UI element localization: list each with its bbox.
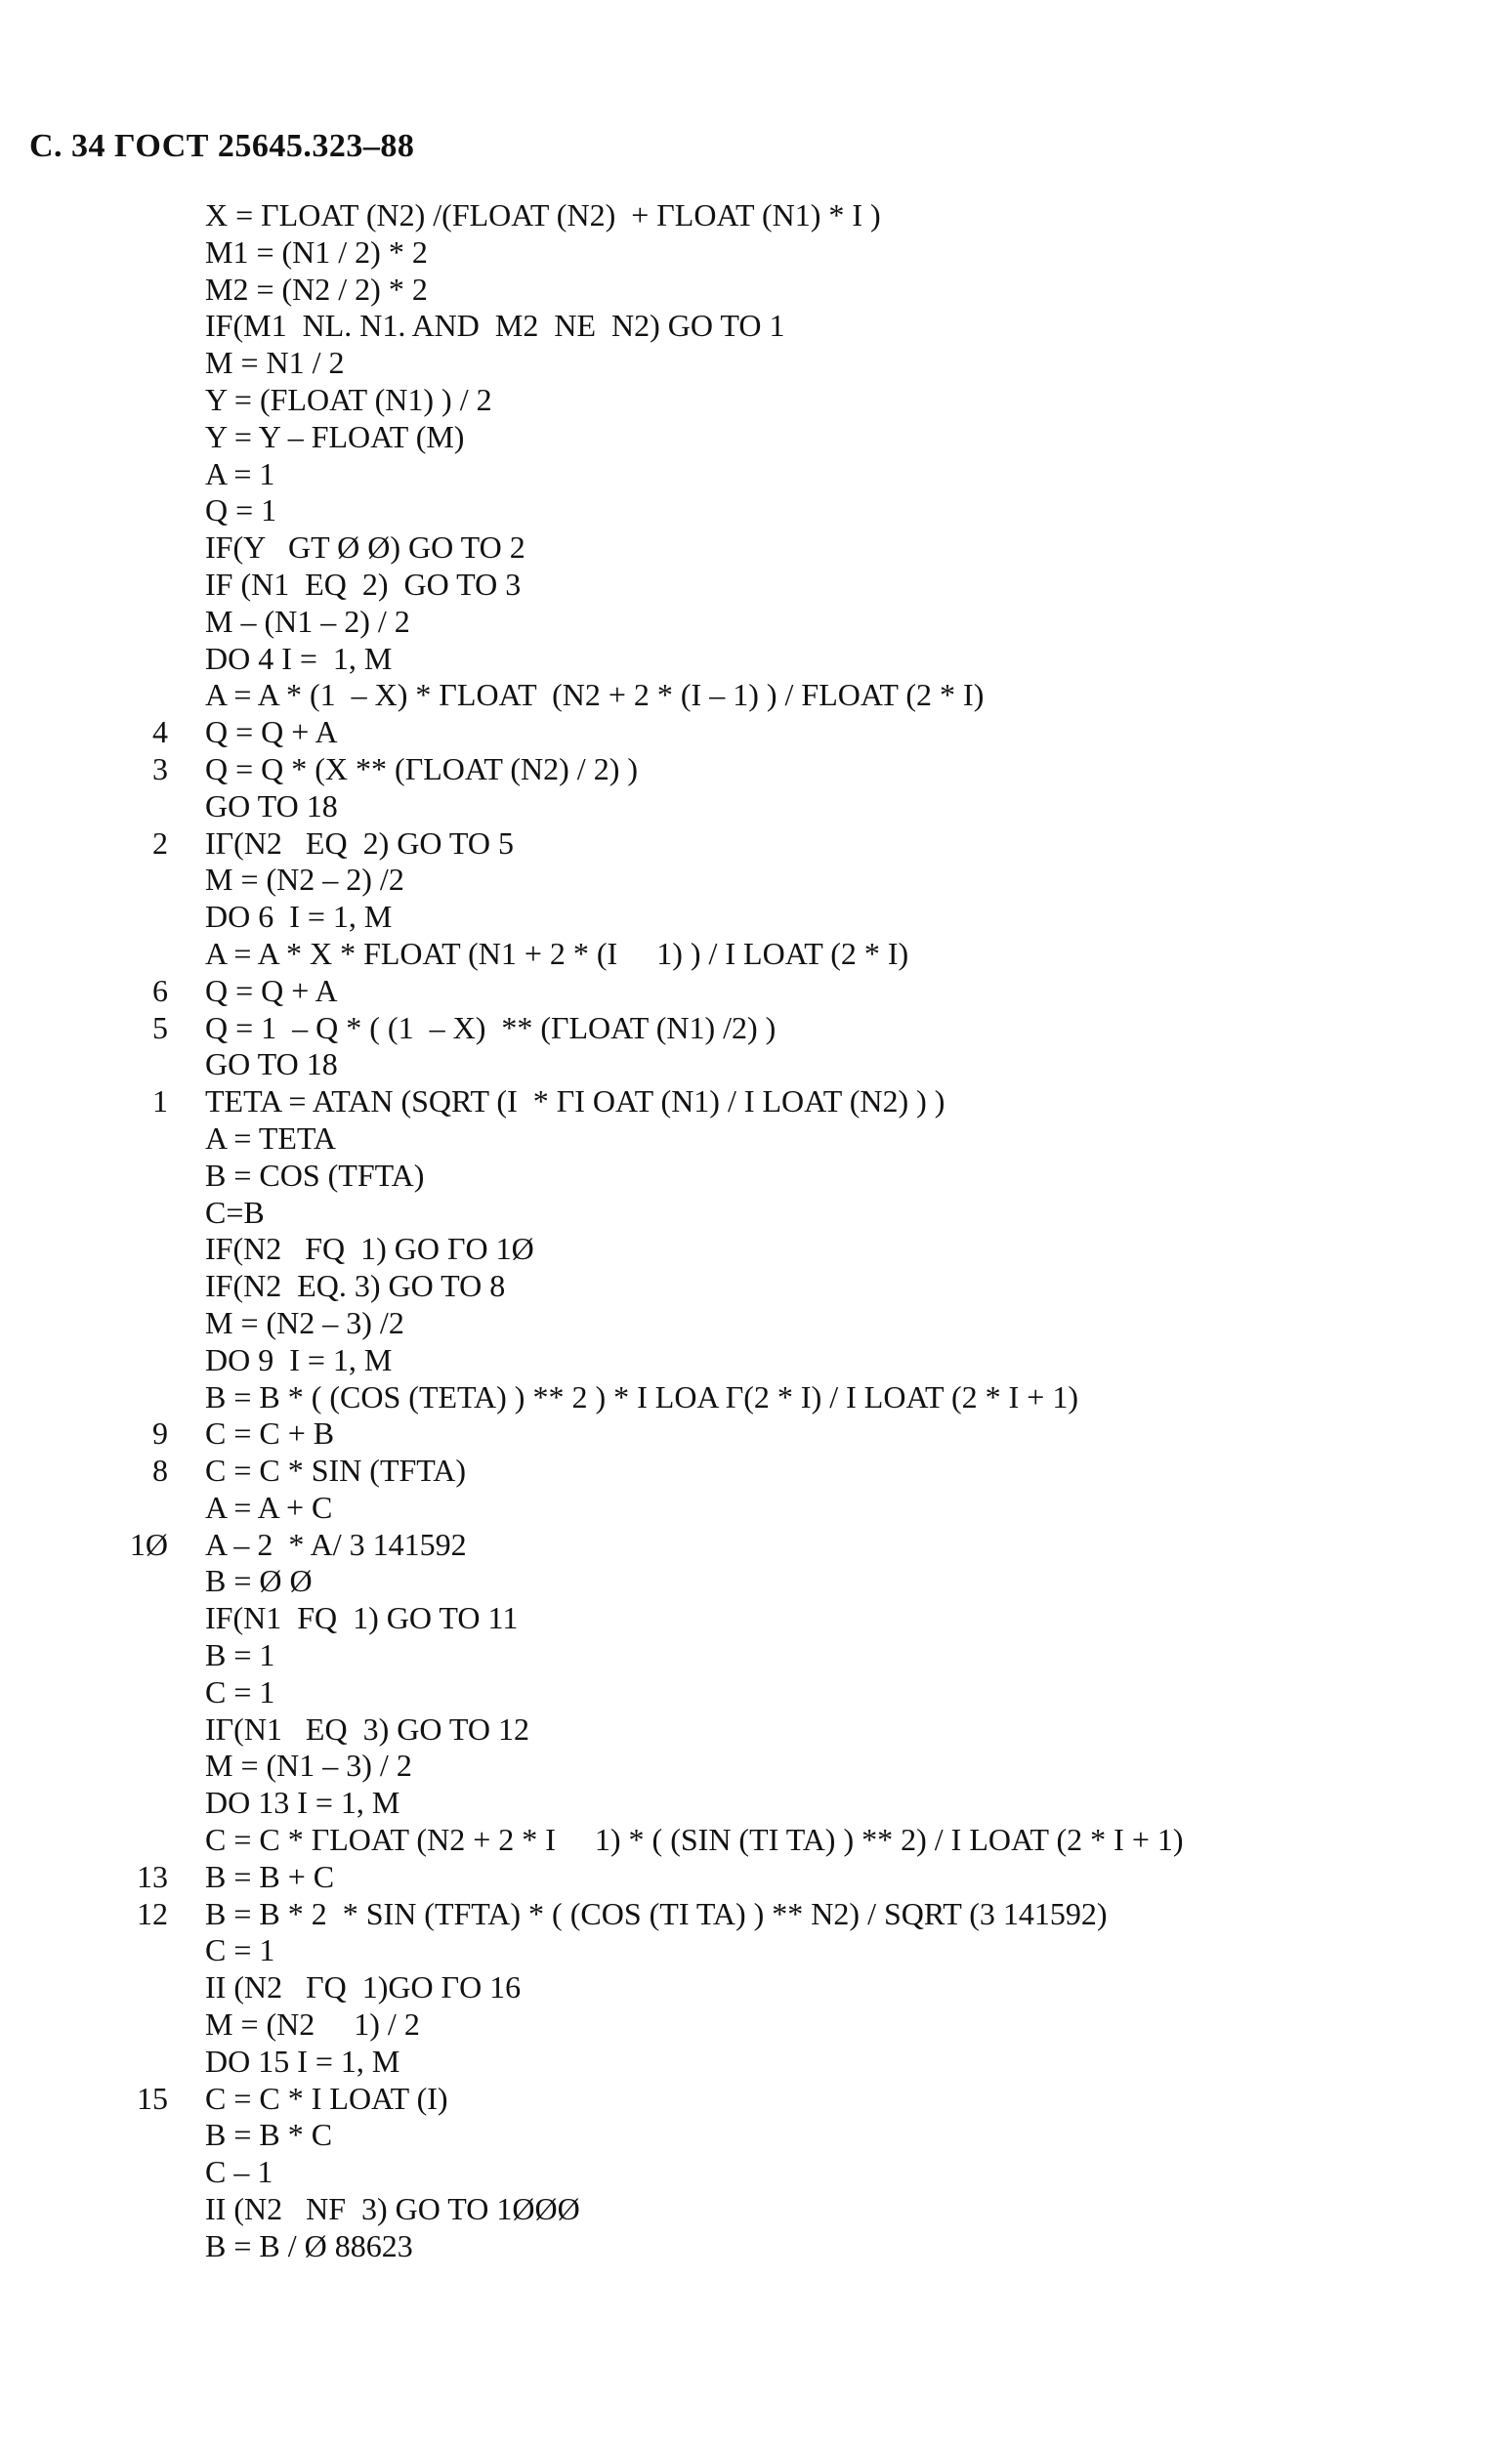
- statement-label: 6: [152, 972, 168, 1008]
- code-line: [0, 272, 1512, 309]
- code-line: [0, 1637, 1512, 1674]
- code-line: [0, 1010, 1512, 1047]
- statement-text: IF(N1 FQ 1) GO TO 11: [205, 1600, 519, 1636]
- code-line: [0, 2228, 1512, 2265]
- statement-label: 5: [152, 1009, 168, 1045]
- code-line: [0, 1932, 1512, 1969]
- statement-text: M – (N1 – 2) / 2: [205, 603, 410, 639]
- statement-text: GO TO 18: [205, 1046, 338, 1082]
- statement-text: B = B / Ø 88623: [205, 2227, 413, 2263]
- code-line: [0, 1415, 1512, 1453]
- statement-label: 12: [137, 1895, 168, 1931]
- statement-text: B = COS (TFTA): [205, 1157, 425, 1193]
- statement-text: M = (N2 1) / 2: [205, 2006, 420, 2043]
- code-line: [0, 1674, 1512, 1711]
- code-line: [0, 862, 1512, 899]
- statement-text: II (N2 NF 3) GO TO 1ØØØ: [205, 2191, 580, 2227]
- code-line: [0, 936, 1512, 973]
- statement-text: B = Ø Ø: [205, 1563, 313, 1599]
- statement-text: C = C + B: [205, 1415, 335, 1452]
- statement-label: 2: [152, 824, 168, 861]
- statement-text: M = (N2 – 3) /2: [205, 1304, 404, 1340]
- statement-text: DO 4 I = 1, M: [205, 640, 393, 676]
- code-line: [0, 1046, 1512, 1083]
- code-line: [0, 1195, 1512, 1232]
- code-line: [0, 1785, 1512, 1822]
- statement-text: C = C * SIN (TFTA): [205, 1453, 467, 1489]
- code-line: [0, 1711, 1512, 1749]
- statement-label: 15: [137, 2080, 168, 2116]
- code-line: [0, 2044, 1512, 2081]
- statement-text: C = C * ΓLOAT (N2 + 2 * I 1) * ( (SIN (TI TA) ) ** 2) / I LOAT (2 * I + 1): [205, 1822, 1184, 1858]
- statement-text: IΓ(N1 EQ 3) GO TO 12: [205, 1710, 529, 1747]
- code-line: [0, 2117, 1512, 2154]
- statement-text: C = 1: [205, 1932, 275, 1968]
- code-line: [0, 1859, 1512, 1896]
- code-line: [0, 1305, 1512, 1342]
- code-line: [0, 788, 1512, 825]
- code-line: [0, 825, 1512, 863]
- statement-label: 8: [152, 1453, 168, 1489]
- code-line: [0, 677, 1512, 714]
- statement-text: C = C * I LOAT (I): [205, 2080, 448, 2116]
- statement-text: A = A * X * FLOAT (N1 + 2 * (I 1) ) / I LOAT (2 * I): [205, 935, 909, 971]
- code-line: [0, 1379, 1512, 1416]
- statement-text: Y = Y – FLOAT (M): [205, 418, 465, 454]
- code-line: [0, 419, 1512, 456]
- statement-text: DO 13 I = 1, M: [205, 1785, 400, 1821]
- statement-text: X = ΓLOAT (N2) /(FLOAT (N2) + ΓLOAT (N1) * I ): [205, 197, 881, 232]
- statement-text: A = 1: [205, 455, 275, 491]
- statement-text: B = B * C: [205, 2117, 333, 2153]
- statement-text: B = B * 2 * SIN (TFTA) * ( (COS (TI TA) ) ** N2) / SQRT (3 141592): [205, 1895, 1108, 1931]
- statement-text: DO 6 I = 1, M: [205, 899, 393, 935]
- code-line: [0, 2006, 1512, 2044]
- code-line: [0, 1120, 1512, 1158]
- statement-text: A = TETA: [205, 1119, 336, 1156]
- statement-text: Q = Q + A: [205, 972, 338, 1008]
- code-line: [0, 308, 1512, 345]
- statement-text: B = B + C: [205, 1858, 335, 1894]
- statement-text: IF(N2 EQ. 3) GO TO 8: [205, 1268, 506, 1304]
- statement-text: A = A + C: [205, 1489, 333, 1525]
- code-line: [0, 492, 1512, 529]
- statement-text: Q = Q + A: [205, 714, 338, 750]
- code-line: [0, 1969, 1512, 2006]
- code-line: [0, 1896, 1512, 1933]
- code-line: [0, 1527, 1512, 1564]
- code-line: [0, 2081, 1512, 2118]
- code-line: [0, 714, 1512, 751]
- statement-label: 13: [137, 1858, 168, 1894]
- page-header: С. 34 ГОСТ 25645.323–88: [29, 128, 415, 164]
- statement-text: IF(Y GT Ø Ø) GO TO 2: [205, 529, 525, 566]
- statement-text: B = B * ( (COS (TETA) ) ** 2 ) * I LOA Γ(2 * I) / I LOAT (2 * I + 1): [205, 1378, 1078, 1415]
- statement-text: IF (N1 EQ 2) GO TO 3: [205, 566, 522, 602]
- statement-text: GO TO 18: [205, 787, 338, 823]
- statement-text: A = A * (1 – X) * ΓLOAT (N2 + 2 * (I – 1) ) / FLOAT (2 * I): [205, 677, 985, 713]
- statement-text: M = (N1 – 3) / 2: [205, 1748, 412, 1784]
- statement-text: M1 = (N1 / 2) * 2: [205, 233, 428, 270]
- statement-text: C=B: [205, 1194, 265, 1230]
- code-line: [0, 751, 1512, 788]
- code-line: [0, 1563, 1512, 1600]
- code-line: [0, 1268, 1512, 1305]
- code-line: [0, 641, 1512, 678]
- statement-label: 4: [152, 714, 168, 750]
- statement-text: TETA = ATAN (SQRT (I * ΓI OAT (N1) / I LOAT (N2) ) ): [205, 1083, 945, 1119]
- statement-text: A – 2 * A/ 3 141592: [205, 1526, 467, 1562]
- statement-text: IF(N2 FQ 1) GO ΓO 1Ø: [205, 1231, 534, 1267]
- statement-text: DO 9 I = 1, M: [205, 1341, 393, 1377]
- statement-text: IF(M1 NL. N1. AND M2 NE N2) GO TO 1: [205, 308, 785, 344]
- code-line: [0, 1231, 1512, 1268]
- code-line: [0, 1748, 1512, 1785]
- code-line: [0, 234, 1512, 272]
- code-line: [0, 567, 1512, 604]
- code-line: [0, 1158, 1512, 1195]
- code-line: [0, 529, 1512, 567]
- code-listing: [0, 197, 1512, 2265]
- statement-text: M = N1 / 2: [205, 345, 345, 381]
- code-line: [0, 1822, 1512, 1859]
- statement-text: M2 = (N2 / 2) * 2: [205, 271, 428, 307]
- code-line: [0, 1342, 1512, 1379]
- code-line: [0, 345, 1512, 382]
- code-line: [0, 456, 1512, 493]
- statement-text: M = (N2 – 2) /2: [205, 862, 404, 898]
- statement-text: DO 15 I = 1, M: [205, 2043, 400, 2079]
- code-line: [0, 2154, 1512, 2191]
- code-line: [0, 973, 1512, 1010]
- statement-text: C – 1: [205, 2154, 273, 2190]
- code-line: [0, 197, 1512, 234]
- statement-text: Y = (FLOAT (N1) ) / 2: [205, 381, 492, 417]
- statement-label: 1: [152, 1083, 168, 1119]
- statement-text: Q = 1 – Q * ( (1 – X) ** (ΓLOAT (N1) /2) ): [205, 1009, 777, 1045]
- statement-text: Q = 1: [205, 492, 277, 528]
- code-line: [0, 604, 1512, 641]
- statement-text: IΓ(N2 EQ 2) GO TO 5: [205, 824, 514, 861]
- code-line: [0, 1600, 1512, 1637]
- statement-text: C = 1: [205, 1673, 275, 1710]
- code-line: [0, 1083, 1512, 1120]
- code-line: [0, 382, 1512, 419]
- statement-label: 1Ø: [129, 1526, 168, 1562]
- code-line: [0, 1453, 1512, 1490]
- statement-text: II (N2 ΓQ 1)GO ΓO 16: [205, 1969, 522, 2006]
- statement-label: 9: [152, 1415, 168, 1452]
- statement-text: Q = Q * (X ** (ΓLOAT (N2) / 2) ): [205, 750, 638, 786]
- statement-text: B = 1: [205, 1637, 275, 1673]
- code-line: [0, 2191, 1512, 2228]
- code-line: [0, 899, 1512, 936]
- statement-label: 3: [152, 750, 168, 786]
- code-line: [0, 1490, 1512, 1527]
